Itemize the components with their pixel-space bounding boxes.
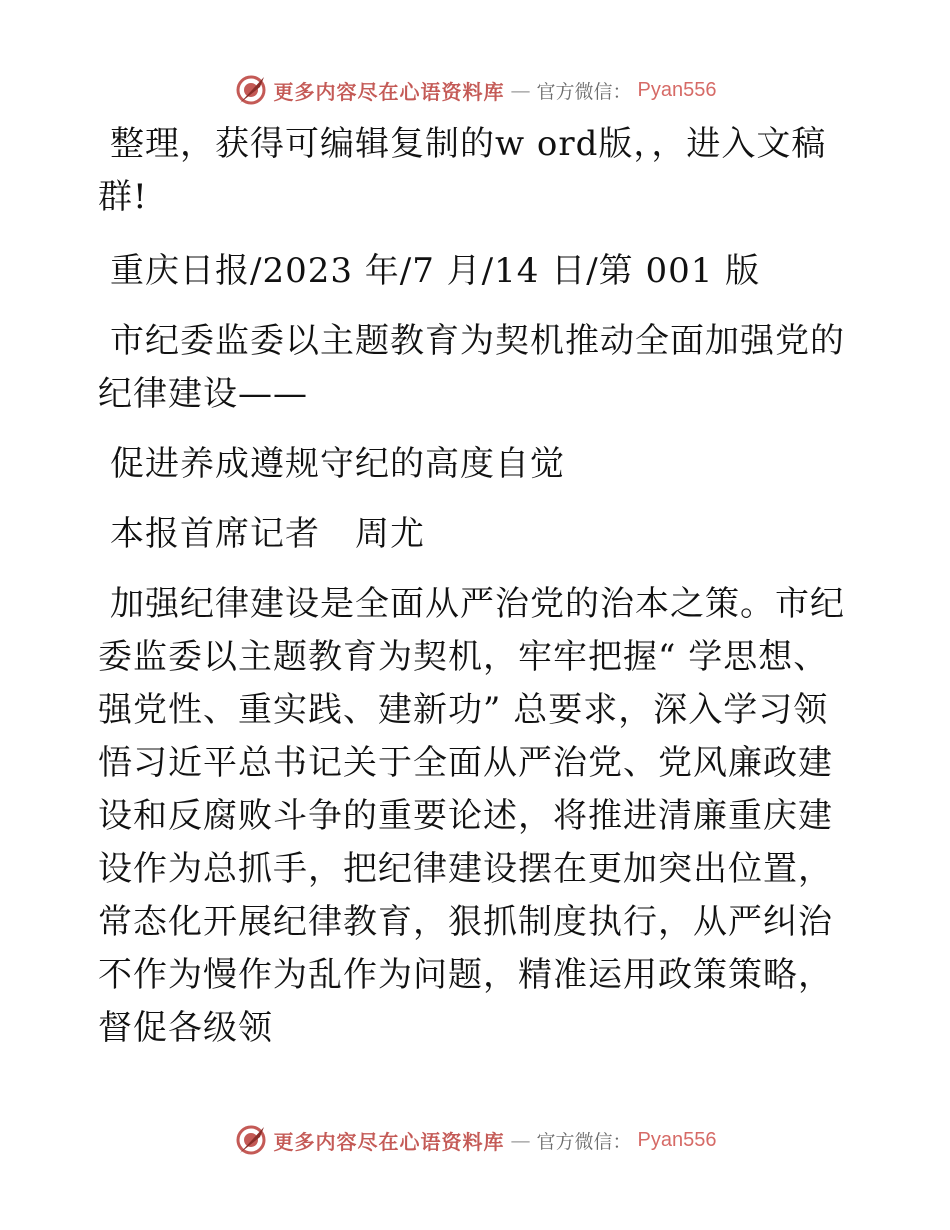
banner-brand-text: 更多内容尽在心语资料库 <box>273 1129 505 1154</box>
headline: 市纪委监委以主题教育为契机推动全面加强党的纪律建设—— <box>98 321 845 414</box>
banner-wechat-label: 官方微信： <box>536 80 632 103</box>
footer-banner <box>0 1120 950 1160</box>
banner-wechat-id: Pyan556 <box>637 78 717 101</box>
source-line: 重庆日报/2023 年/7 月/14 日/第 001 版 <box>110 251 761 291</box>
banner-separator: — <box>510 1128 531 1152</box>
intro-line: 整理，获得可编辑复制的w ord版，，进入文稿群! <box>98 124 827 217</box>
byline: 本报首席记者 周尤 <box>110 514 425 554</box>
banner-separator: — <box>510 78 531 102</box>
subheadline: 促进养成遵规守纪的高度自觉 <box>110 444 565 484</box>
quill-logo-icon <box>234 1123 268 1157</box>
header-banner <box>0 70 950 110</box>
banner-brand-text: 更多内容尽在心语资料库 <box>273 79 505 104</box>
banner-wechat-label: 官方微信： <box>536 1130 632 1153</box>
body-paragraph: 加强纪律建设是全面从严治党的治本之策。市纪委监委以主题教育为契机，牢牢把握“ 学思想、强党性、重实践、建新功” 总要求，深入学习领悟习近平总书记关于全面从严治党、党风廉政建设和反腐败斗争的重要论述，将推进清廉重庆建设作为总抓手，把纪律建设摆在更加突出位置，常态化开展纪律教育，狠抓制度执行，从严纠治不作为慢作为乱作为问题，精准运用政策策略，督促各级领 <box>98 584 845 1048</box>
banner-wechat-id: Pyan556 <box>637 1128 717 1151</box>
quill-logo-icon <box>234 73 268 107</box>
document-body <box>98 118 858 1072</box>
